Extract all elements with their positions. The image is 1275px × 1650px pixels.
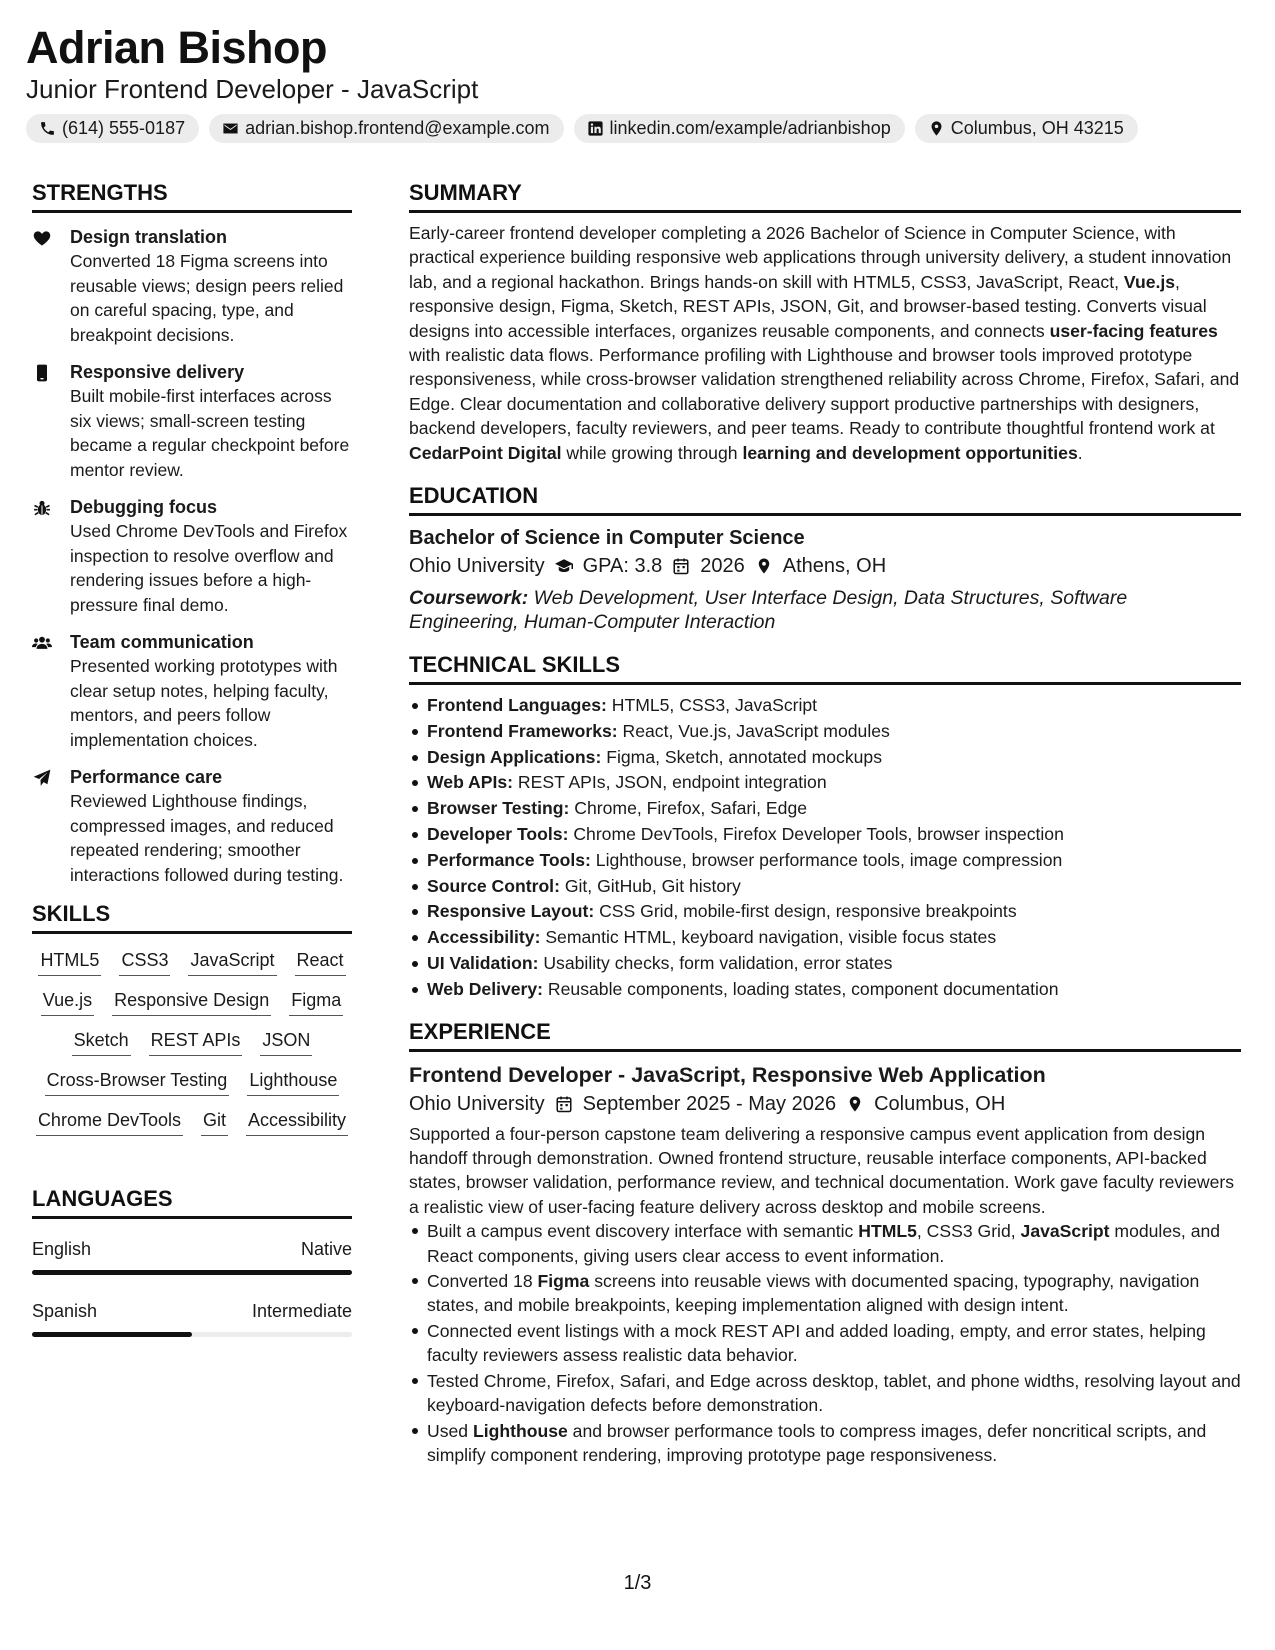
left-column [32,180,352,1361]
contact-linkedin-text: linkedin.com/example/adrianbishop [609,118,891,138]
skill-tag: JSON [260,1028,312,1056]
technical-skill-value: HTML5, CSS3, JavaScript [606,695,818,716]
calendar-icon [672,557,690,575]
language-item [32,1237,352,1275]
bold-text: JavaScript [1020,1221,1110,1242]
bold-text: Figma [537,1271,590,1292]
technical-skills-list [409,693,1241,1003]
text-run: Used [427,1420,473,1441]
text-run: , responsive design, Figma, Sketch, REST APIs, JSON, Git, and browser-based testing. Converts visual designs into accessible interfaces, organizes reusable components, and connects [409,271,1207,341]
technical-skill-label: Frontend Languages: [427,695,607,716]
languages-list [32,1237,352,1337]
experience-heading: EXPERIENCE [409,1019,1241,1052]
skill-tag: Vue.js [41,988,94,1016]
coursework-label: Coursework: [409,587,529,610]
text-run: and browser performance tools to compress images, defer noncritical scripts, and simplify component rendering, improving prototype page responsiveness. [427,1420,1207,1465]
right-column [409,180,1241,1468]
education-year: 2026 [700,555,745,578]
candidate-title: Junior Frontend Developer - JavaScript [26,74,479,104]
graduation-cap-icon [555,557,573,575]
strength-item [32,630,352,752]
bold-text: Vue.js [1123,271,1176,292]
contact-location-text: Columbus, OH 43215 [950,118,1124,138]
skill-tag: Lighthouse [247,1068,339,1096]
summary-heading: SUMMARY [409,180,1241,213]
technical-skill-value: Chrome, Firefox, Safari, Edge [569,798,808,819]
map-pin-icon [846,1095,864,1113]
language-level: Intermediate [251,1301,352,1321]
technical-skill-value: Chrome DevTools, Firefox Developer Tools, browser inspection [568,824,1064,845]
contact-email[interactable] [209,114,563,143]
education-school: Ohio University [409,555,545,578]
paper-plane-icon [32,768,52,788]
technical-skill-value: REST APIs, JSON, endpoint integration [513,772,827,793]
contact-linkedin[interactable] [574,114,905,143]
technical-skill-item [409,848,1241,874]
technical-skill-label: Frontend Frameworks: [427,720,618,741]
experience-desc: Supported a four-person capstone team delivering a responsive campus event application from design handoff through demonstration. Owned frontend structure, reusable interface components, API-backed states, browser validation, performance review, and technical documentation. Work gave faculty reviewers a realistic view of user-facing feature delivery across desktop and mobile screens. [409,1123,1235,1217]
experience-bullet [409,1219,1241,1268]
strength-title: Team communication [70,632,254,652]
skill-tag: CSS3 [119,948,170,976]
language-row [32,1237,352,1261]
contact-phone-text: (614) 555-0187 [62,118,186,138]
text-run: Early-career frontend developer completing a 2026 Bachelor of Science in Computer Science, with practical experience building responsive web applications through university delivery, a student innovation lab, and a regional hackathon. Brings hands-on skill with HTML5, CSS3, JavaScript, React, [409,223,1232,292]
technical-skill-value: Semantic HTML, keyboard navigation, visible focus states [540,927,997,948]
technical-skill-item [409,951,1241,977]
skills-heading: SKILLS [32,901,352,934]
contact-bar [26,114,1251,143]
skills-list [32,948,352,1136]
strength-desc: Used Chrome DevTools and Firefox inspection to resolve overflow and rendering issues before a high-pressure final demo. [70,521,348,615]
strength-title: Design translation [70,227,228,247]
text-run: while growing through [561,442,743,463]
experience-meta [409,1090,1241,1118]
experience-org: Ohio University [409,1092,545,1115]
resume-header [26,22,1251,143]
language-bar [32,1270,352,1275]
education-meta [409,552,1241,580]
technical-skill-item [409,874,1241,900]
language-name: Spanish [32,1301,98,1321]
map-pin-icon [755,557,773,575]
text-run: screens into reusable views with documented spacing, typography, navigation states, and mobile breakpoints, keeping implementation aligned with design intent. [427,1271,1200,1316]
skill-tag: React [295,948,346,976]
heart-icon [32,228,52,248]
language-bar [32,1332,352,1337]
candidate-name: Adrian Bishop [26,22,328,73]
text-run: with realistic data flows. Performance profiling with Lighthouse and browser tools improved prototype responsiveness, while cross-browser validation strengthened reliability across Chrome, Firefox, Safari, and Edge. Clear documentation and collaborative delivery support productive partnerships with designers, backend developers, faculty reviewers, and peer teams. Ready to contribute thoughtful frontend work at [409,345,1240,439]
skill-tag: Cross-Browser Testing [45,1068,230,1096]
skill-tag: Accessibility [246,1108,348,1136]
languages-heading: LANGUAGES [32,1186,352,1219]
text-run: Connected event listings with a mock REST API and added loading, empty, and error states, helping faculty reviewers assess realistic data behavior. [427,1320,1206,1366]
technical-skill-item [409,719,1241,745]
strength-item [32,225,352,347]
text-run: Converted 18 [427,1271,538,1292]
technical-skill-label: Web APIs: [427,772,514,793]
technical-skill-label: Developer Tools: [427,824,569,845]
strength-desc: Reviewed Lighthouse findings, compressed images, and reduced repeated rendering; smoother interactions followed during testing. [70,791,344,885]
technical-skill-item [409,770,1241,796]
strength-title: Debugging focus [70,497,217,517]
contact-phone[interactable] [26,114,199,143]
bold-text: HTML5 [858,1221,917,1242]
skill-tag: Responsive Design [112,988,271,1016]
technical-skill-item [409,796,1241,822]
technical-skill-item [409,693,1241,719]
text-run: Tested Chrome, Firefox, Safari, and Edge across desktop, tablet, and phone widths, resolving layout and keyboard-navigation defects before demonstration. [427,1370,1241,1416]
users-icon [32,633,52,653]
technical-skill-item [409,925,1241,951]
technical-skill-value: React, Vue.js, JavaScript modules [617,720,890,741]
skill-tag: Git [201,1108,228,1136]
text-run: , CSS3 Grid, [916,1221,1021,1242]
experience-bullet [409,1369,1241,1418]
text-run: . [1077,442,1083,463]
education-coursework [409,586,1241,634]
technical-skill-label: Web Delivery: [427,978,544,999]
technical-skill-label: Accessibility: [427,927,541,948]
map-pin-icon [928,120,945,137]
strength-title: Performance care [70,767,223,787]
technical-skill-value: CSS Grid, mobile-first design, responsive breakpoints [594,901,1017,922]
skill-tag: JavaScript [188,948,276,976]
experience-bullet [409,1319,1241,1368]
technical-skills-heading: TECHNICAL SKILLS [409,652,1241,685]
technical-skill-item [409,745,1241,771]
technical-skill-value: Reusable components, loading states, component documentation [543,978,1059,999]
language-item [32,1299,352,1337]
strength-item [32,360,352,482]
language-name: English [32,1239,92,1259]
technical-skill-item [409,977,1241,1003]
experience-dates: September 2025 - May 2026 [582,1092,837,1115]
experience-bullet [409,1419,1241,1468]
technical-skill-value: Lighthouse, browser performance tools, image compression [590,849,1063,870]
education-degree: Bachelor of Science in Computer Science [409,527,805,550]
page-number: 1/3 [623,1572,652,1594]
strengths-heading: STRENGTHS [32,180,352,213]
experience-bullet [409,1269,1241,1318]
strengths-list [32,225,352,887]
bug-icon [32,498,52,518]
language-level: Native [300,1239,352,1259]
language-row [32,1299,352,1323]
technical-skill-item [409,822,1241,848]
envelope-icon [222,120,239,137]
coursework-list: Web Development, User Interface Design, Data Structures, Software Engineering, Human-Computer Interaction [409,587,1128,634]
education-location: Athens, OH [782,555,887,578]
language-bar-fill [32,1270,352,1275]
technical-skill-label: Performance Tools: [427,849,591,870]
mobile-icon [32,363,52,383]
bold-text: Lighthouse [472,1420,568,1441]
linkedin-icon [587,120,604,137]
skill-tag: Figma [289,988,343,1016]
skill-tag: Chrome DevTools [36,1108,183,1136]
education-gpa: GPA: 3.8 [582,555,663,578]
experience-bullets [409,1219,1241,1467]
strength-title: Responsive delivery [70,362,245,382]
contact-email-text: adrian.bishop.frontend@example.com [245,118,550,138]
technical-skill-value: Usability checks, form validation, error states [538,953,893,974]
technical-skill-value: Git, GitHub, Git history [559,875,741,896]
technical-skill-item [409,899,1241,925]
bold-text: learning and development opportunities [742,442,1078,463]
language-bar-fill [32,1332,192,1337]
strength-desc: Converted 18 Figma screens into reusable views; design peers relied on careful spacing, type, and breakpoint decisions. [70,251,344,345]
education-heading: EDUCATION [409,483,1241,516]
phone-icon [39,120,56,137]
strength-item [32,765,352,887]
skill-tag: HTML5 [38,948,101,976]
calendar-icon [555,1095,573,1113]
technical-skill-label: Browser Testing: [427,798,570,819]
strength-item [32,495,352,617]
strength-desc: Built mobile-first interfaces across six views; small-screen testing became a regular checkpoint before mentor review. [70,386,350,480]
technical-skill-label: Responsive Layout: [427,901,595,922]
bold-text: CedarPoint Digital [409,442,562,463]
technical-skill-label: Source Control: [427,875,560,896]
skill-tag: Sketch [72,1028,131,1056]
bold-text: user-facing features [1049,320,1218,341]
technical-skill-label: UI Validation: [427,953,539,974]
strength-desc: Presented working prototypes with clear setup notes, helping faculty, mentors, and peers follow implementation choices. [70,656,338,750]
technical-skill-label: Design Applications: [427,746,602,767]
experience-title: Frontend Developer - JavaScript, Responsive Web Application [409,1062,1046,1087]
technical-skill-value: Figma, Sketch, annotated mockups [601,746,882,767]
summary-text [409,221,1241,465]
text-run: Built a campus event discovery interface with semantic [427,1221,859,1242]
skill-tag: REST APIs [149,1028,243,1056]
contact-location[interactable] [915,114,1138,143]
text-run: modules, and React components, giving users clear access to event information. [427,1221,1221,1266]
experience-location: Columbus, OH [874,1092,1006,1115]
